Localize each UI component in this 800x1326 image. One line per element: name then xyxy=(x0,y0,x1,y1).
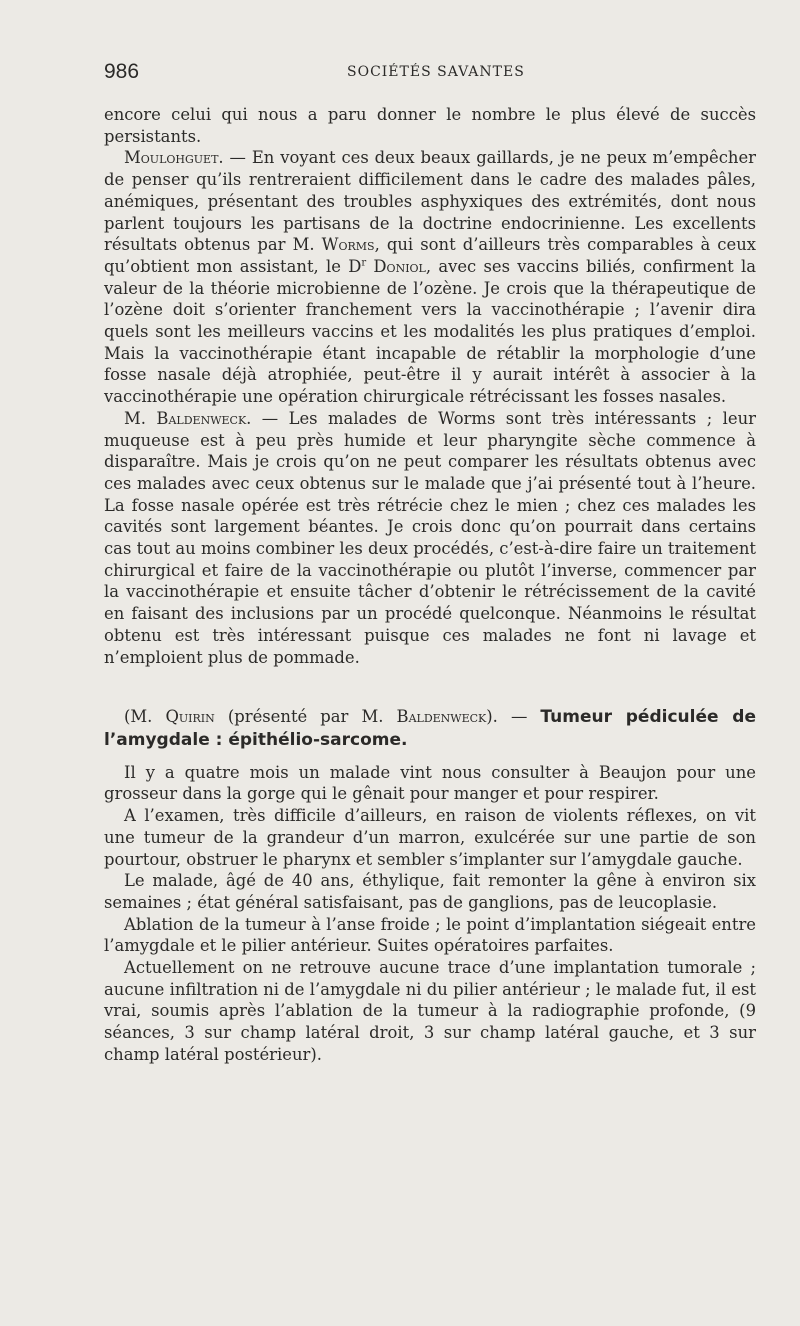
title-text: (M. xyxy=(124,707,166,727)
paragraph-text: — Les malades de Worms sont très intéressants ; leur muqueuse est à peu près humide et leur pharyngite sèche commence à disparaître. Mais je crois qu’on ne peut comparer les résultats obtenus avec ces malades avec ceux obtenus sur le malade que j’ai présenté tout à l’heure. La fosse nasale opérée est très rétrécie chez le mien ; chez ces malades les cavités sont largement béantes. Je crois donc qu’on pourrait dans certains cas tout au moins combiner les deux procédés, c’est-à-dire faire un traitement chirurgical et faire de la vaccinothérapie ou plutôt l’inverse, commencer par la vaccinothérapie et ensuite tâcher d’obtenir le rétrécissement de la cavité en faisant des inclusions par un procédé quelconque. Néanmoins le résultat obtenu est très intéressant puisque ces malades ne font ni lavage et n’emploient plus de pommade. xyxy=(104,408,757,667)
author-quirin: Quirin xyxy=(165,707,215,727)
paragraph-text: , avec ses vaccins biliés, confirment la valeur de la théorie microbienne de l’ozène. Je crois que la thérapeutique de l’ozène doit s’orienter franchement vers la vaccinothérapie ; l’avenir dira quels sont les meilleurs vaccins et les modalités les plus pratiques d’emploi. Mais la vaccinothérapie étant incapable de rétablir la morphologie d’une fosse nasale déjà atrophiée, peut-être il y aurait intérêt à associer à la vaccinothérapie une opération chirurgicale rétrécissant les fosses nasales. xyxy=(104,256,756,407)
paragraph: Il y a quatre mois un malade vint nous consulter à Beaujon pour une grosseur dans la gorge qui le gênait pour manger et pour respirer. xyxy=(104,762,756,804)
title-text: ). — xyxy=(486,707,541,727)
speaker-name: Baldenweck. xyxy=(156,408,252,428)
paragraph-continued: encore celui qui nous a paru donner le nombre le plus élevé de succès persistants. xyxy=(104,105,756,146)
name-worms: Worms xyxy=(321,235,375,255)
speaker-name: Mouloнguet. xyxy=(124,148,224,168)
paragraph-text: , qui sont d’ailleurs très comparables à ceux qu’obtient mon assistant, le D xyxy=(104,235,756,276)
page-header xyxy=(104,60,756,88)
paragraph: Ablation de la tumeur à l’anse froide ; le point d’implantation siégeait entre l’amygdale et le pilier antérieur. Suites opératoires parfaites. xyxy=(104,914,756,956)
paragraph-mouloнguet xyxy=(104,147,756,407)
paragraph: A l’examen, très difficile d’ailleurs, en raison de violents réflexes, on vit une tumeur de la grandeur d’un marron, exulcérée sur une partie de son pourtour, obstruer le pharynx et sembler s’implanter sur l’amygdale gauche. xyxy=(104,806,756,869)
name-doniol: Doniol xyxy=(373,256,426,276)
paragraph: Le malade, âgé de 40 ans, éthylique, fait remonter la gêne à environ six semaines ; état général satisfaisant, pas de ganglions, pas de leucoplasie. xyxy=(104,871,756,912)
paragraph-text: — En voyant ces deux beaux gaillards, je ne peux m’empêcher de penser qu’ils rentreraient difficilement dans le cadre des malades pâles, anémiques, présentant des troubles asphyxiques des extrémités, dont nous parlent toujours les partisans de la doctrine endocrinienne. Les excellents résultats obtenus par M. xyxy=(104,148,756,255)
title-prefix: M. xyxy=(124,408,157,428)
title-text: (présenté par M. xyxy=(214,707,397,727)
case-title: Tumeur pédiculée de l’amygdale : épithélio-sarcome. xyxy=(104,707,756,750)
author-baldenweck: Baldenweck xyxy=(396,707,487,727)
paragraph-baldenweck xyxy=(104,408,756,668)
body-text xyxy=(104,104,756,1066)
running-head: SOCIÉTÉS SAVANTES xyxy=(347,64,525,80)
page-number: 986 xyxy=(104,60,140,83)
section-title xyxy=(104,706,756,751)
paragraph: Actuellement on ne retrouve aucune trace d’une implantation tumorale ; aucune infiltration ni de l’amygdale ni du pilier antérieur ; le malade fut, il est vrai, soumis après l’ablation de la tumeur à la radiographie profonde, (9 séances, 3 sur champ latéral droit, 3 sur champ latéral gauche, et 3 sur champ latéral postérieur). xyxy=(104,958,756,1064)
superscript: r xyxy=(361,257,367,269)
